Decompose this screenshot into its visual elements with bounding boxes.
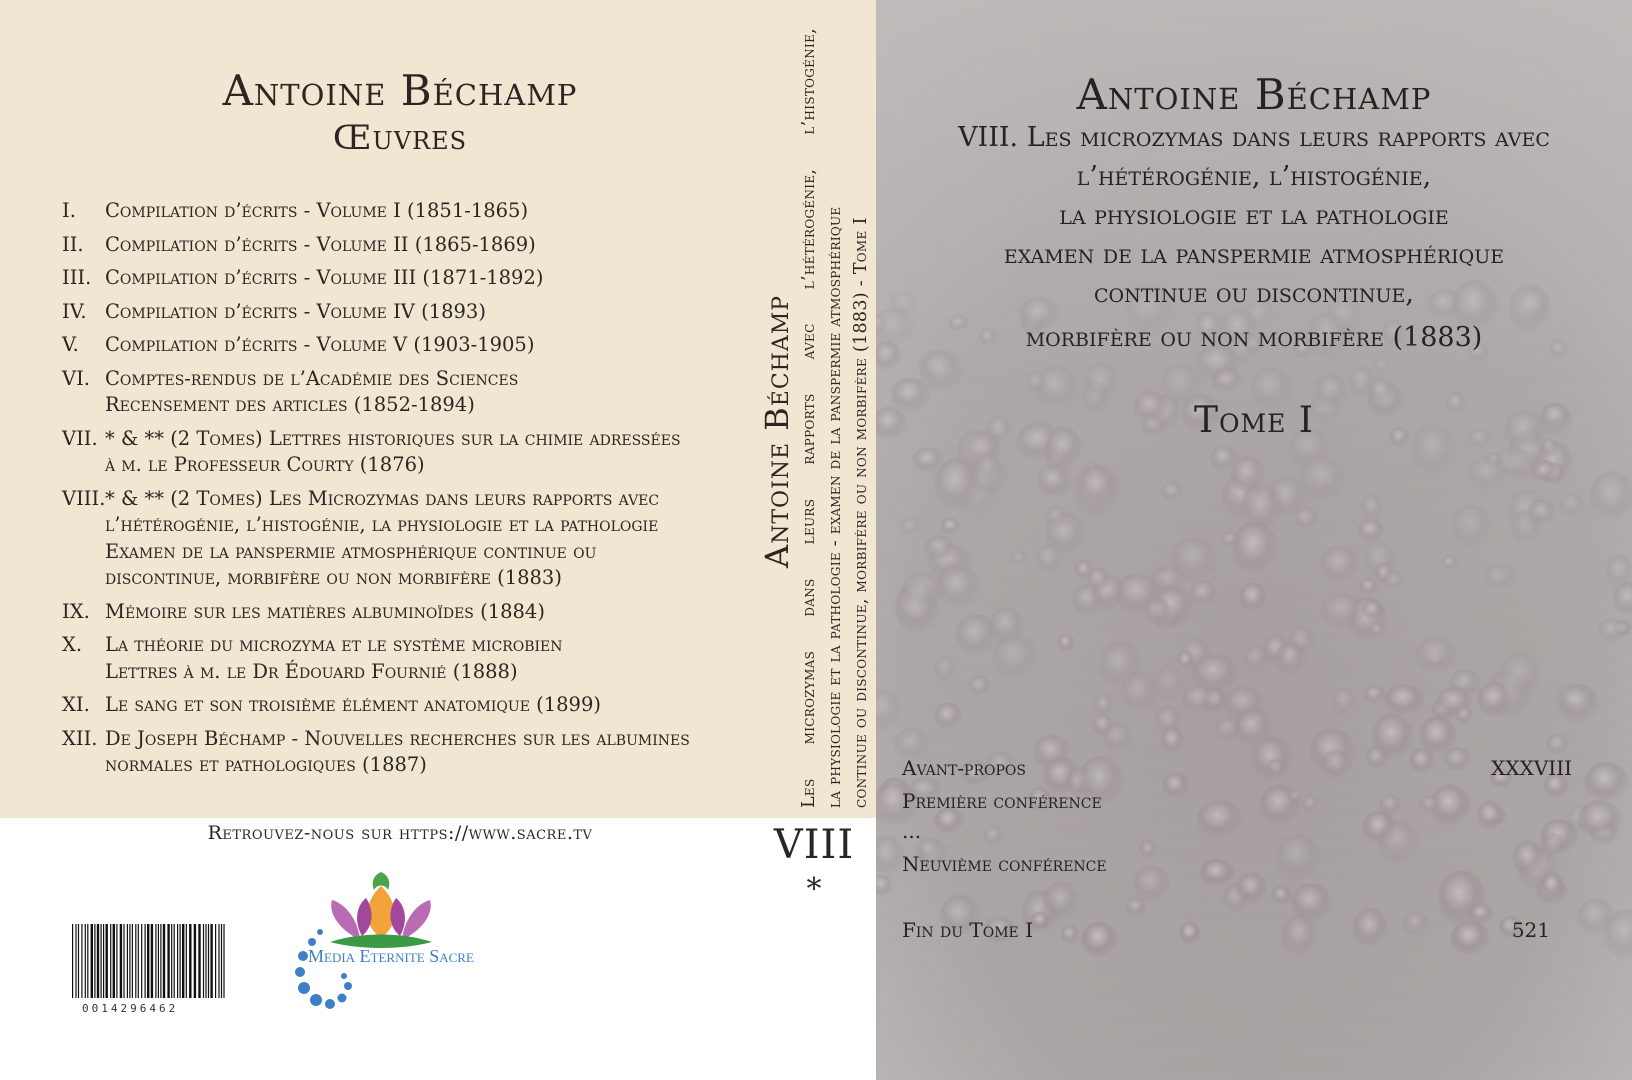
- front-title-line: continue ou discontinue,: [1094, 278, 1414, 309]
- front-cover-panel: [876, 0, 1632, 1080]
- list-item: [62, 599, 762, 626]
- work-title: Compilation d’écrits - Volume V (1903-1905): [105, 333, 535, 356]
- list-item: [62, 198, 762, 225]
- spine-author: Antoine Béchamp: [758, 294, 796, 568]
- work-number: IX.: [62, 599, 90, 623]
- front-title: [876, 118, 1632, 357]
- barcode: [70, 924, 230, 1016]
- contents-label: Première conférence: [902, 789, 1102, 813]
- spine-volume-number: VIII: [773, 822, 855, 868]
- front-title-line: l’hétérogénie, l’histogénie,: [1076, 161, 1432, 192]
- work-title: à m. le Professeur Courty (1876): [105, 453, 425, 476]
- back-cover-footer: [0, 818, 876, 1080]
- tome-label: Tome I: [1193, 400, 1315, 441]
- list-item: [62, 332, 762, 359]
- work-title: * & ** (2 Tomes) Lettres historiques sur la chimie adressées: [105, 426, 681, 450]
- contents-page-number: 521: [1511, 918, 1550, 942]
- spine-title-line: la physiologie et la pathologie - examen de la panspermie atmosphérique: [825, 206, 845, 808]
- work-title: Compilation d’écrits - Volume IV (1893): [105, 299, 486, 323]
- contents-page-number: XXXVIII: [1491, 756, 1572, 780]
- work-number: VIII.: [62, 486, 106, 510]
- work-number: XII.: [62, 726, 98, 750]
- spine-tome-mark: *: [806, 872, 822, 907]
- barcode-number: 0014296462: [82, 1002, 179, 1015]
- publisher-name: Media Eternite Sacre: [308, 946, 474, 966]
- front-title-line: VIII. Les microzymas dans leurs rapports avec: [958, 122, 1550, 153]
- work-title: Mémoire sur les matières albuminoïdes (1884): [105, 599, 545, 623]
- list-item: [62, 299, 762, 326]
- front-title-line: morbifère ou non morbifère (1883): [1025, 322, 1483, 353]
- lotus-logo-icon: [290, 870, 500, 1010]
- list-item: [62, 726, 762, 779]
- work-title: normales et pathologiques (1887): [105, 753, 427, 776]
- work-number: IV.: [62, 299, 87, 323]
- contents-label: Neuvième conférence: [902, 852, 1107, 876]
- work-title: De Joseph Béchamp - Nouvelles recherches sur les albumines: [105, 726, 690, 750]
- contents-label: Fin du Tome I: [902, 918, 1034, 942]
- work-title: discontinue, morbifère ou non morbifère (1883): [105, 566, 562, 589]
- spine-title-line: Les microzymas dans leurs rapports avec l’hétérogénie, l’histogénie,: [799, 28, 819, 808]
- list-item: [62, 692, 762, 719]
- list-item: [62, 486, 762, 592]
- work-title: l’hétérogénie, l’histogénie, la physiologie et la pathologie: [105, 513, 659, 536]
- list-item: [62, 632, 762, 685]
- back-series-label: Œuvres: [332, 118, 468, 158]
- work-title: * & ** (2 Tomes) Les Microzymas dans leurs rapports avec: [105, 486, 660, 510]
- work-title: Compilation d’écrits - Volume I (1851-1865): [105, 199, 529, 222]
- list-item: [62, 366, 762, 419]
- back-cover-panel: [0, 0, 876, 818]
- list-item: [62, 265, 762, 292]
- spine-rotated-text: [754, 26, 878, 818]
- work-number: V.: [62, 333, 79, 356]
- work-number: II.: [62, 232, 84, 256]
- list-item: [62, 426, 762, 479]
- work-title: Comptes-rendus de l’Académie des Sciences: [105, 366, 519, 390]
- front-title-line: examen de la panspermie atmosphérique: [1003, 239, 1505, 270]
- back-author-name: Antoine Béchamp: [222, 66, 578, 115]
- work-title: Compilation d’écrits - Volume III (1871-1892): [105, 266, 544, 289]
- website-line[interactable]: Retrouvez-nous sur https://www.sacre.tv: [207, 822, 593, 844]
- work-number: VI.: [62, 366, 90, 390]
- front-author-name: Antoine Béchamp: [1076, 70, 1432, 119]
- work-number: III.: [62, 266, 92, 289]
- front-title-line: la physiologie et la pathologie: [1059, 200, 1449, 231]
- contents-label: Avant-propos: [902, 756, 1026, 780]
- work-title: Compilation d’écrits - Volume II (1865-1869): [105, 232, 536, 256]
- spine-panel: [752, 0, 876, 1080]
- list-item: [62, 232, 762, 259]
- work-title: Le sang et son troisième élément anatomique (1899): [105, 693, 601, 716]
- work-title: Lettres à m. le Dr Édouard Fournié (1888): [105, 659, 518, 683]
- work-title: La théorie du microzyma et le système microbien: [105, 633, 563, 656]
- work-title: Recensement des articles (1852-1894): [105, 393, 475, 416]
- contents-label: ...: [902, 819, 922, 843]
- work-number: I.: [62, 199, 76, 222]
- spine-title-line: continue ou discontinue, morbifère ou non morbifère (1883) - Tome I: [851, 217, 871, 808]
- work-number: XI.: [62, 693, 90, 716]
- barcode-bars-icon: [70, 924, 230, 1002]
- works-list: [62, 198, 762, 786]
- work-number: VII.: [62, 426, 98, 450]
- publisher-logo: [290, 870, 500, 1010]
- work-title: Examen de la panspermie atmosphérique continue ou: [105, 539, 597, 563]
- work-number: X.: [62, 633, 83, 656]
